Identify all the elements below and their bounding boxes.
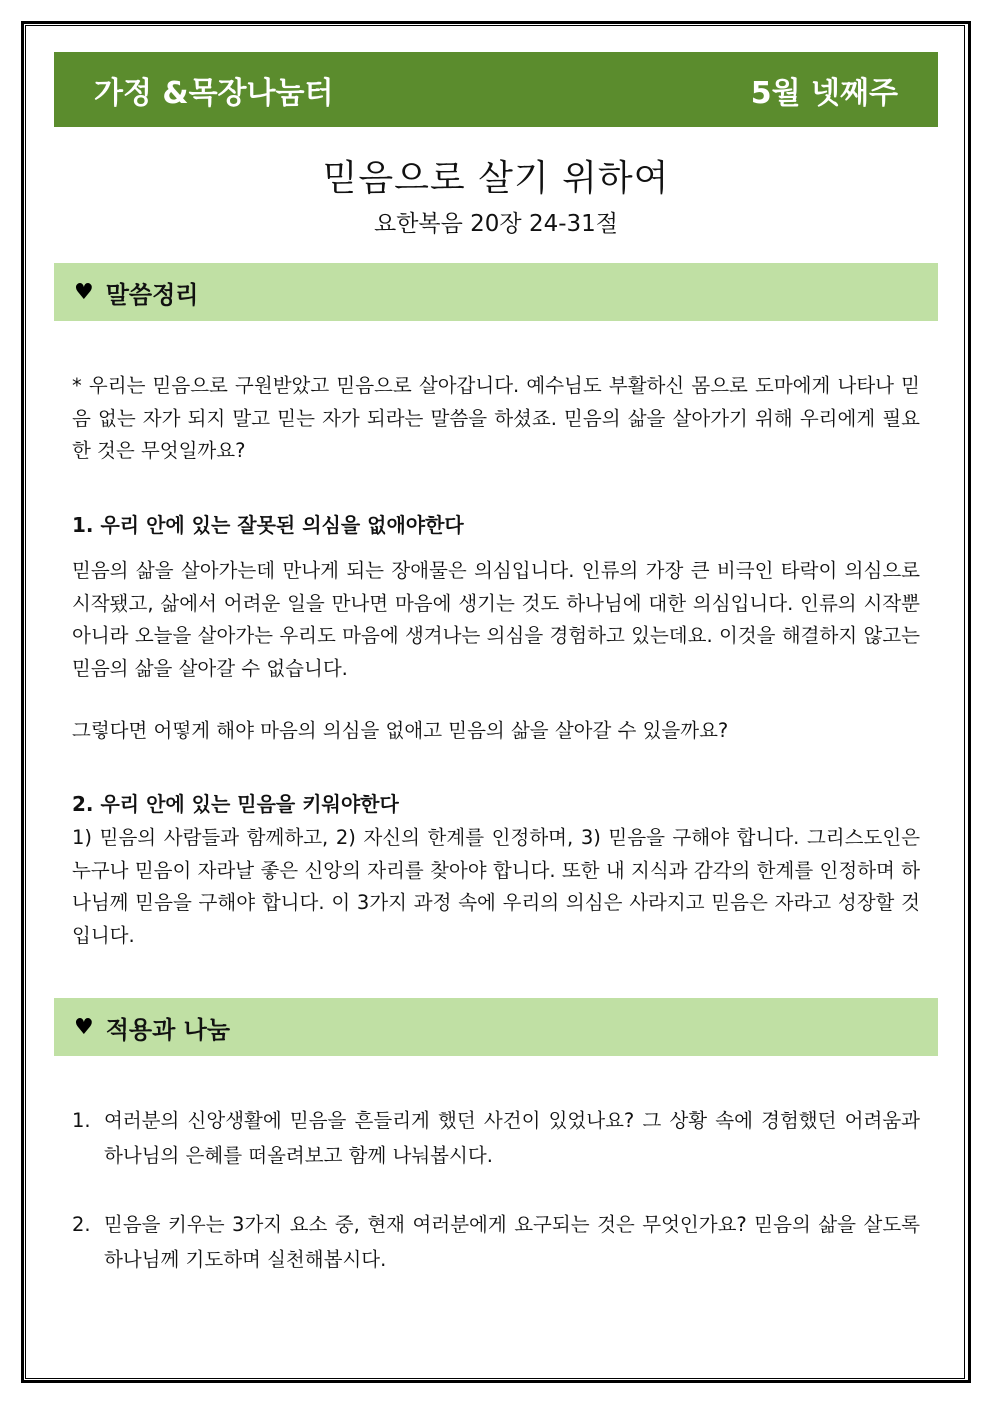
section-header-summary xyxy=(54,263,938,321)
sermon-title: 믿음으로 살기 위하여 xyxy=(322,158,670,199)
intro-paragraph: * 우리는 믿음으로 구원받았고 믿음으로 살아갑니다. 예수님도 부활하신 몸으로 도마에게 나타나 믿음 없는 자가 되지 말고 믿는 자가 되라는 말씀을 하셨죠. 믿음의 삶을 살아가기 위해 우리에게 필요한 것은 무엇일까요? xyxy=(72,374,920,462)
point-1-question: 그렇다면 어떻게 해야 마음의 의심을 없애고 믿음의 삶을 살아갈 수 있을까요? xyxy=(72,719,729,742)
section-label-application: 적용과 나눔 xyxy=(105,1015,231,1044)
question-text: 믿음을 키우는 3가지 요소 중, 현재 여러분에게 요구되는 것은 무엇인가요? 믿음의 삶을 살도록 하나님께 기도하며 실천해봅시다. xyxy=(104,1213,920,1271)
section-header-application xyxy=(54,998,938,1056)
point-2-body: 1) 믿음의 사람들과 함께하고, 2) 자신의 한계를 인정하며, 3) 믿음을 구해야 합니다. 그리스도인은 누구나 믿음이 자라날 좋은 신앙의 자리를 찾아야 합니다. 또한 내 지식과 감각의 한계를 인정하며 하나님께 믿음을 구해야 합니다. 이 3가지 과정 속에 우리의 의심은 사라지고 믿음은 자라고 성장할 것입니다. xyxy=(72,826,920,947)
header-right-title: 5월 넷째주 xyxy=(750,75,898,111)
scripture-reference: 요한복음 20장 24-31절 xyxy=(373,211,619,237)
point-2-heading: 2. 우리 안에 있는 믿음을 키워야한다 xyxy=(72,792,399,816)
header-left-title: 가정 &목장나눔터 xyxy=(94,75,334,111)
point-1-body: 믿음의 삶을 살아가는데 만나게 되는 장애물은 의심입니다. 인류의 가장 큰 비극인 타락이 의심으로 시작됐고, 삶에서 어려운 일을 만나면 마음에 생기는 것도 하나님에 대한 의심입니다. 인류의 시작뿐 아니라 오늘을 살아가는 우리도 마음에 생겨나는 의심을 경험하고 있는데요. 이것을 해결하지 않고는 믿음의 삶을 살아갈 수 없습니다. xyxy=(72,559,920,680)
heart-icon: ♥ xyxy=(74,1014,94,1040)
section-label-summary: 말씀정리 xyxy=(105,280,199,309)
header-banner xyxy=(54,52,938,127)
question-number: 2. xyxy=(72,1213,91,1236)
question-text: 여러분의 신앙생활에 믿음을 흔들리게 했던 사건이 있었나요? 그 상황 속에 경험했던 어려움과 하나님의 은혜를 떠올려보고 함께 나눠봅시다. xyxy=(104,1109,920,1167)
question-item xyxy=(72,1207,920,1277)
question-item xyxy=(72,1103,920,1173)
point-1-heading: 1. 우리 안에 있는 잘못된 의심을 없애야한다 xyxy=(72,513,464,537)
heart-icon: ♥ xyxy=(74,279,94,305)
question-number: 1. xyxy=(72,1109,91,1132)
